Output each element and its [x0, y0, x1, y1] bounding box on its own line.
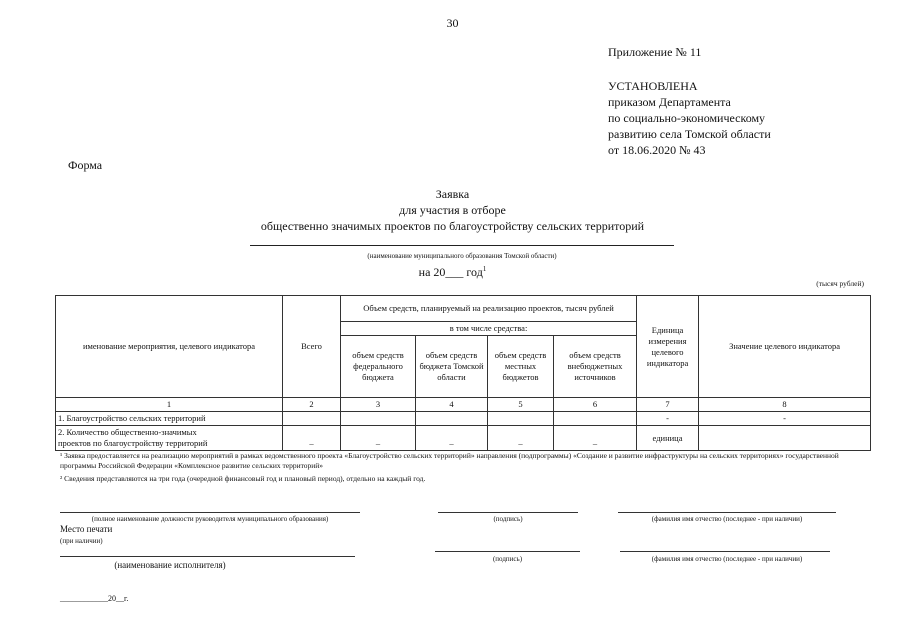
stamp-label: Место печати — [60, 524, 113, 534]
footnote-1: ¹ Заявка предоставляется на реализацию мероприятий в рамках ведомственного проекта «Благоустройство сельских территорий» направления (подпрограммы) «Создание и развитие инфраструктуры на сельских территориях» государственной программы Российской Федерации «Комплексное развитие сельских территорий» — [60, 451, 839, 470]
header-local: объем средств местных бюджетов — [488, 336, 554, 398]
units-label: (тысяч рублей) — [816, 279, 864, 288]
col-number: 6 — [554, 398, 637, 412]
performer-caption: (наименование исполнителя) — [114, 560, 226, 570]
approval-line-3: по социально-экономическому — [608, 111, 766, 125]
row2-federal: – — [341, 426, 416, 451]
row1-value: - — [699, 412, 871, 426]
signature-caption-2: (подпись) — [492, 555, 523, 563]
header-value: Значение целевого индикатора — [699, 296, 871, 398]
header-federal: объем средств федерального бюджета — [341, 336, 416, 398]
signature-line-2 — [435, 551, 580, 552]
col-number: 5 — [488, 398, 554, 412]
head-position-caption: (полное наименование должности руководителя муниципального образования) — [91, 515, 329, 523]
year-line — [0, 265, 905, 280]
application-table — [55, 295, 871, 451]
document-title — [0, 186, 905, 234]
fio-line-2 — [620, 551, 830, 552]
col-number: 3 — [341, 398, 416, 412]
table-row — [56, 426, 871, 451]
row2-value — [699, 426, 871, 451]
header-total: Всего — [283, 296, 341, 398]
title-line-3: общественно значимых проектов по благоустройству сельских территорий — [260, 219, 645, 233]
col-number: 1 — [56, 398, 283, 412]
row1-local — [488, 412, 554, 426]
municipality-caption: (наименование муниципального образования Томской области) — [367, 252, 557, 260]
row1-name: 1. Благоустройство сельских территорий — [56, 412, 283, 426]
form-label: Форма — [68, 158, 103, 172]
year-footnote-mark: 1 — [482, 265, 487, 273]
row2-name-b: проектов по благоустройству территорий — [58, 438, 208, 448]
row1-offbudget — [554, 412, 637, 426]
row2-regional: – — [416, 426, 488, 451]
col-number: 2 — [283, 398, 341, 412]
row2-unit: единица — [637, 426, 699, 451]
header-offbudget: объем средств внебюджетных источников — [554, 336, 637, 398]
row1-total — [283, 412, 341, 426]
numbering-row — [56, 398, 871, 412]
signature-line-1 — [438, 512, 578, 513]
header-name: именование мероприятия, целевого индикатора — [56, 296, 283, 398]
table-row — [56, 412, 871, 426]
row2-total: – — [283, 426, 341, 451]
col-number: 4 — [416, 398, 488, 412]
col-number: 7 — [637, 398, 699, 412]
head-position-line — [60, 512, 360, 513]
title-line-2: для участия в отборе — [399, 203, 506, 217]
header-unit: Единица измерения целевого индикатора — [637, 296, 699, 398]
title-line-1: Заявка — [435, 187, 470, 201]
row2-local: – — [488, 426, 554, 451]
approval-line-1: УСТАНОВЛЕНА — [608, 79, 698, 93]
fio-line-1 — [618, 512, 836, 513]
approval-line-2: приказом Департамента — [608, 95, 731, 109]
approval-line-5: от 18.06.2020 № 43 — [608, 143, 706, 157]
row2-offbudget: – — [554, 426, 637, 451]
header-regional: объем средств бюджета Томской области — [416, 336, 488, 398]
year-text: на 20___ год — [418, 265, 483, 279]
col-number: 8 — [699, 398, 871, 412]
signature-caption-1: (подпись) — [493, 515, 523, 523]
row1-regional — [416, 412, 488, 426]
date-line: ____________20__г. — [60, 594, 129, 603]
row2-name-a: 2. Количество общественно-значимых — [58, 427, 197, 437]
fio-caption-1: (фамилия имя отчество (последнее - при наличии) — [651, 515, 803, 523]
page-number: 30 — [446, 16, 459, 30]
row1-unit: - — [637, 412, 699, 426]
row1-federal — [341, 412, 416, 426]
approval-line-4: развитию села Томской области — [608, 127, 771, 141]
footnote-2: ² Сведения представляются на три года (очередной финансовый год и плановый период), отдельно на каждый год. — [60, 474, 426, 483]
municipality-line — [250, 245, 674, 246]
approval-block — [608, 78, 771, 158]
row2-name — [56, 426, 283, 451]
fio-caption-2: (фамилия имя отчество (последнее - при наличии) — [651, 555, 803, 563]
header-group: Объем средств, планируемый на реализацию проектов, тысяч рублей — [341, 296, 637, 322]
stamp-note: (при наличии) — [60, 537, 103, 545]
header-subgroup: в том числе средства: — [341, 322, 637, 336]
performer-line — [60, 556, 355, 557]
appendix-label: Приложение № 11 — [608, 45, 702, 59]
